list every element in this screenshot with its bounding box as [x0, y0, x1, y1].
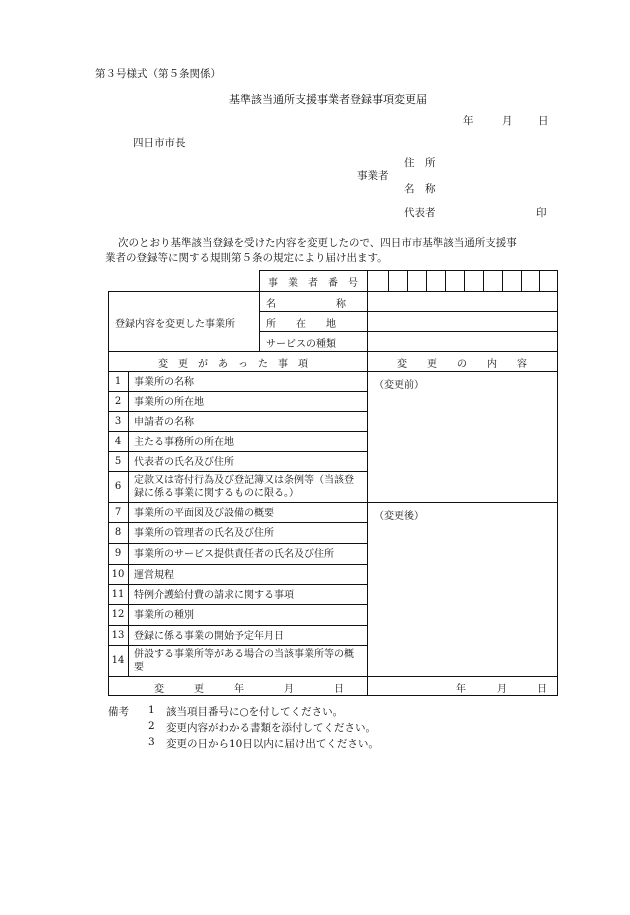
document-title: 基準該当通所支援事業者登録事項変更届 — [229, 93, 427, 106]
item-number: 3 — [114, 416, 122, 427]
item-text: 事業所のサービス提供責任者の氏名及び住所 — [134, 549, 334, 560]
change-date-day: 日 — [537, 684, 547, 695]
address-label: 住 所 — [404, 157, 436, 169]
note-1-text: 該当項目番号に○を付してください。 — [166, 706, 344, 718]
item-text: 事業所の平面図及び設備の概要 — [134, 508, 274, 519]
item-text: 登録に係る事業の開始予定年月日 — [134, 631, 284, 642]
date-month: 月 — [502, 115, 513, 127]
item-number: 9 — [114, 548, 122, 559]
item-text: 事業所の所在地 — [134, 397, 204, 408]
note-2-text: 変更内容がわかる書類を添付してください。 — [166, 722, 376, 734]
change-date-label: 変 更 年 月 日 — [154, 684, 344, 695]
item-text: 申請者の名称 — [134, 417, 194, 428]
addressee: 四日市市長 — [133, 137, 186, 149]
change-date-year: 年 — [456, 684, 466, 695]
item-number: 7 — [114, 507, 122, 518]
item-number: 5 — [114, 456, 122, 467]
business-number-label: 事 業 者 番 号 — [268, 278, 358, 289]
item-number: 10 — [111, 569, 125, 580]
item-number: 1 — [114, 376, 122, 387]
office-location-label: 所 在 地 — [266, 319, 336, 330]
item-number: 4 — [114, 436, 122, 447]
intro-line-2: 業者の登録等に関する規則第５条の規定により届け出ます。 — [105, 252, 388, 264]
item-number: 13 — [111, 630, 125, 641]
item-text: 併設する事業所等がある場合の当該事業所等の概要 — [134, 649, 354, 673]
after-change-label: （変更後） — [374, 511, 424, 522]
intro-line-1: 次のとおり基準該当登録を受けた内容を変更したので、四日市市基準該当通所支援事 — [118, 237, 517, 249]
representative-label: 代表者 — [404, 207, 436, 219]
item-text: 事業所の種別 — [134, 610, 194, 621]
changed-office-label: 登録内容を変更した事業所 — [115, 319, 235, 330]
seal-mark: 印 — [536, 207, 547, 219]
date-day: 日 — [538, 115, 549, 127]
item-number: 2 — [114, 396, 122, 407]
item-text: 事業所の管理者の氏名及び住所 — [134, 528, 274, 539]
form-id: 第３号様式（第５条関係） — [95, 68, 221, 80]
notes-label: 備考 — [108, 706, 129, 718]
note-1-number: 1 — [148, 704, 155, 716]
date-year: 年 — [463, 115, 474, 127]
note-3-number: 3 — [148, 736, 155, 748]
item-number: 6 — [114, 481, 122, 492]
applicant-label: 事業者 — [357, 170, 389, 182]
item-text: 特例介護給付費の請求に関する事項 — [134, 590, 294, 601]
item-number: 12 — [111, 609, 125, 620]
note-2-number: 2 — [148, 720, 155, 732]
note-3-text: 変更の日から10日以内に届け出てください。 — [166, 738, 379, 750]
header-changed-items: 変 更 が あ っ た 事 項 — [158, 359, 308, 370]
office-name-label: 名 称 — [266, 299, 346, 310]
item-text: 事業所の名称 — [134, 377, 194, 388]
header-change-content: 変 更 の 内 容 — [397, 359, 527, 370]
change-date-month: 月 — [497, 684, 507, 695]
item-number: 8 — [114, 527, 122, 538]
item-text: 定款又は寄付行為及び登記簿又は条例等（当該登録に係る事業に関するものに限る。） — [134, 475, 354, 499]
item-text: 代表者の氏名及び住所 — [134, 457, 234, 468]
name-label: 名 称 — [404, 183, 436, 195]
item-number: 14 — [111, 655, 125, 666]
item-number: 11 — [111, 589, 125, 600]
item-text: 運営規程 — [134, 570, 174, 581]
item-text: 主たる事務所の所在地 — [134, 437, 234, 448]
before-change-label: （変更前） — [374, 380, 424, 391]
service-type-label: サービスの種類 — [266, 339, 336, 350]
